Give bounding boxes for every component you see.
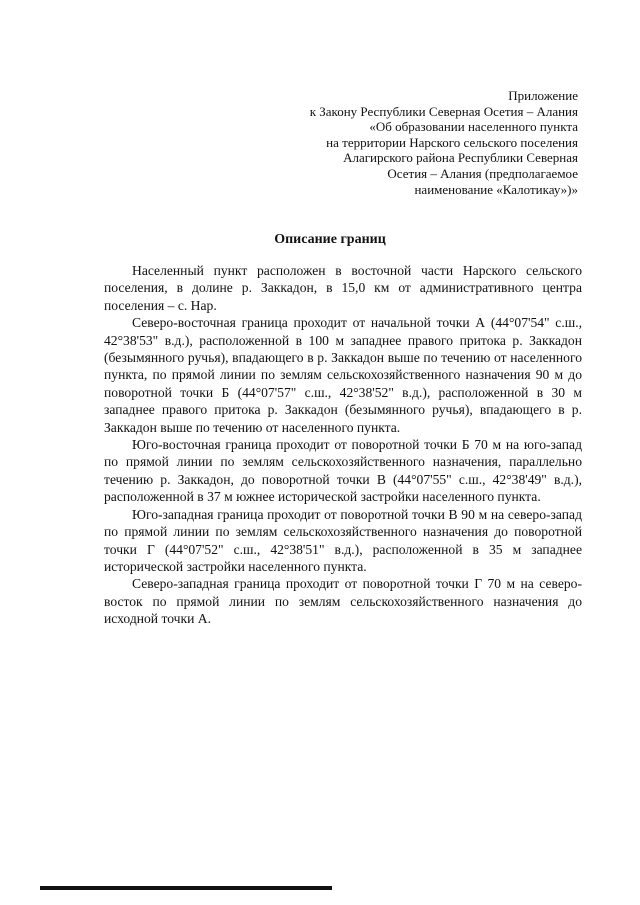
paragraph-southwest-border: Юго-западная граница проходит от поворотной точки В 90 м на северо-запад по прямой линии по землям сельскохозяйственного назначения до поворотной точки Г (44°07'52" с.ш., 42°38'51" в.д.), расположенной в 35 м западнее исторической застройки населенного пункта. xyxy=(104,506,582,574)
appendix-line: наименование «Калотикау»)» xyxy=(414,181,578,197)
document-title: Описание границ xyxy=(274,232,386,247)
appendix-line: «Об образовании населенного пункта xyxy=(369,119,578,135)
bottom-divider xyxy=(40,886,332,890)
paragraph-northeast-border: Северо-восточная граница проходит от начальной точки А (44°07'54" с.ш., 42°38'53" в.д.), расположенной в 100 м западнее правого притока р. Заккадон (безымянного ручья), впадающего в р. Заккадон выше по течению от населенного пункта, по прямой линии по землям сельскохозяйственного назначения 90 м до поворотной точки Б (44°07'57" с.ш., 42°38'52" в.д.), расположенной в 30 м западнее правого притока р. Заккадон (безымянного ручья), впадающего в р. Заккадон выше по течению от населенного пункта. xyxy=(104,315,582,435)
appendix-line: Приложение xyxy=(508,88,578,103)
paragraph-southeast-border: Юго-восточная граница проходит от поворотной точки Б 70 м на юго-запад по прямой линии по землям сельскохозяйственного назначения, параллельно течению р. Заккадон, до поворотной точки В (44°07'55" с.ш., 42°38'49" в.д.), расположенной в 37 м южнее исторической застройки населенного пункта. xyxy=(104,437,582,505)
document-body xyxy=(104,262,582,628)
paragraph-location: Населенный пункт расположен в восточной части Нарского сельского поселения, в долине р. Заккадон, в 15,0 км от административного центра поселения – с. Нар. xyxy=(104,263,582,313)
appendix-line: Алагирского района Республики Северная xyxy=(343,150,578,166)
appendix-header xyxy=(258,88,578,197)
appendix-line: на территории Нарского сельского поселения xyxy=(326,134,578,150)
appendix-line: Осетия – Алания (предполагаемое xyxy=(387,165,578,181)
paragraph-northwest-border: Северо-западная граница проходит от поворотной точки Г 70 м на северо-восток по прямой линии по землям сельскохозяйственного назначения до исходной точки А. xyxy=(104,576,582,627)
appendix-line: к Закону Республики Северная Осетия – Алания xyxy=(309,103,578,119)
